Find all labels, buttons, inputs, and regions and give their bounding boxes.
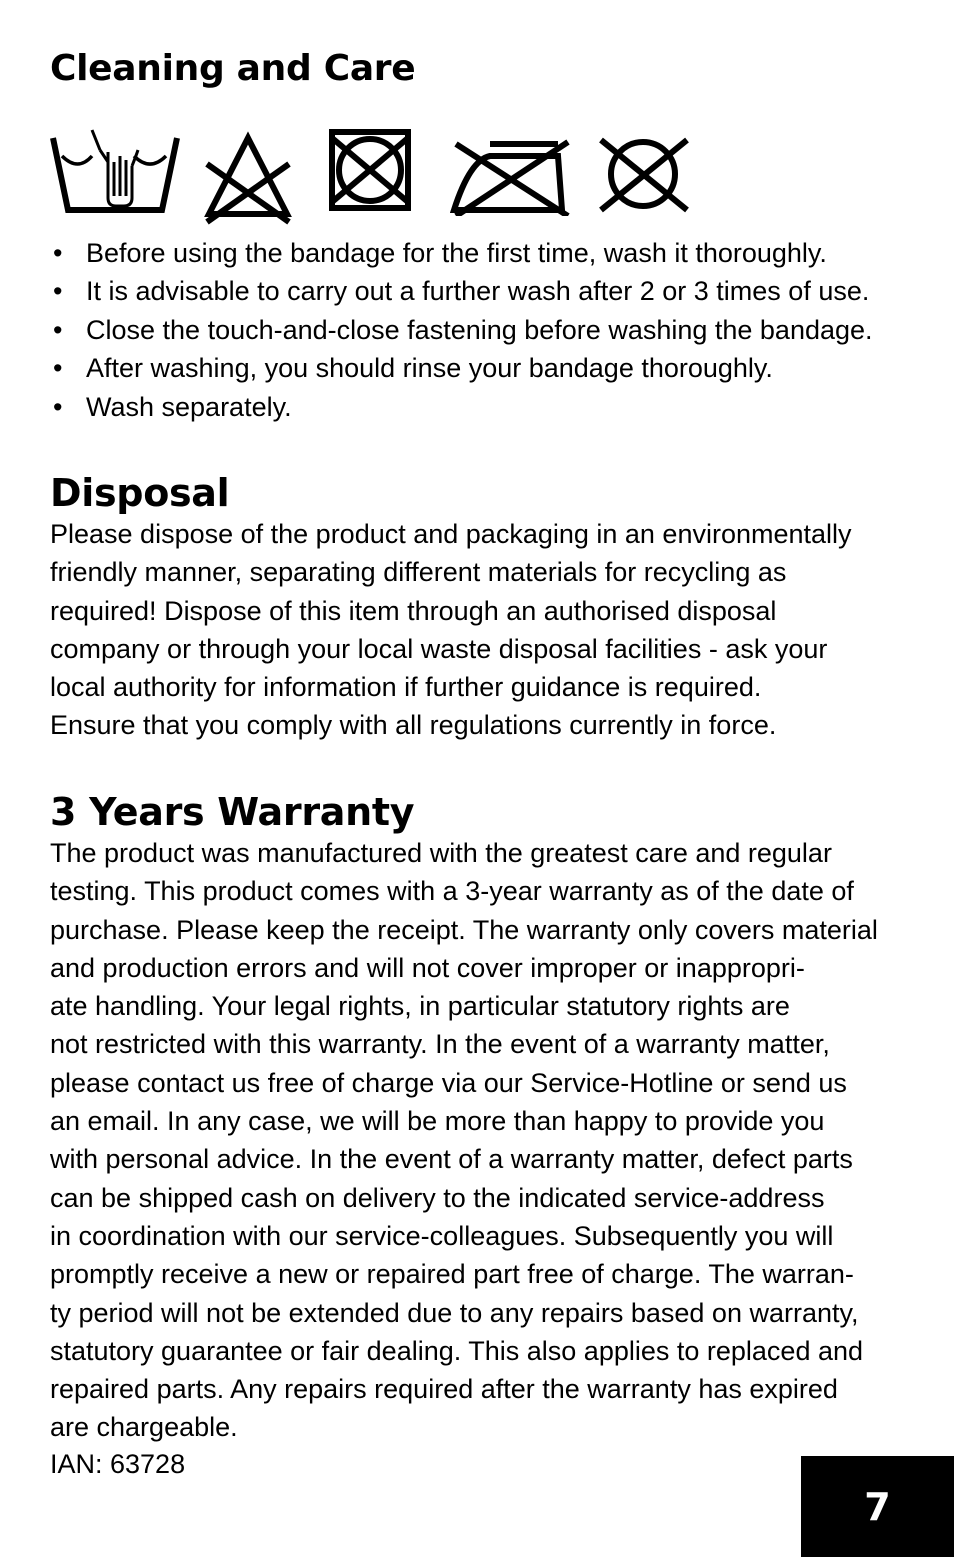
text-line: with personal advice. In the event of a warranty matter, defect parts — [50, 1144, 853, 1175]
text-line: please contact us free of charge via our Service-Hotline or send us — [50, 1067, 847, 1098]
care-symbols — [50, 126, 750, 228]
text-line: and production errors and will not cover improper or inappropri- — [50, 952, 805, 983]
text-line: purchase. Please keep the receipt. The warranty only covers material — [50, 914, 878, 945]
text-line: promptly receive a new or repaired part free of charge. The warran- — [50, 1259, 854, 1290]
disposal-title: Disposal — [50, 471, 230, 515]
list-item: • After washing, you should rinse your bandage thoroughly. — [50, 349, 930, 387]
text-line: in coordination with our service-colleagues. Subsequently you will — [50, 1220, 834, 1251]
warranty-text — [50, 834, 878, 1447]
text-line: Please dispose of the product and packaging in an environmentally — [50, 519, 852, 549]
text-line: required! Dispose of this item through an authorised disposal — [50, 595, 777, 626]
text-line: ate handling. Your legal rights, in particular statutory rights are — [50, 991, 790, 1022]
disposal-text — [50, 515, 852, 745]
text-line: are chargeable. — [50, 1412, 238, 1443]
text-line: The product was manufactured with the greatest care and regular — [50, 838, 832, 868]
cleaning-title: Cleaning and Care — [50, 48, 416, 89]
list-item: • Close the touch-and-close fastening before washing the bandage. — [50, 311, 930, 349]
list-item: • It is advisable to carry out a further wash after 2 or 3 times of use. — [50, 272, 930, 310]
do-not-tumble-dry-icon — [327, 126, 417, 216]
hand-wash-icon — [50, 126, 180, 216]
care-instructions-list — [50, 234, 930, 426]
text-line: repaired parts. Any repairs required after the warranty has expired — [50, 1374, 838, 1405]
do-not-dry-clean-icon — [597, 126, 692, 216]
text-line: can be shipped cash on delivery to the indicated service-address — [50, 1182, 825, 1213]
text-line: not restricted with this warranty. In the event of a warranty matter, — [50, 1029, 830, 1060]
warranty-title: 3 Years Warranty — [50, 790, 415, 834]
text-line: local authority for information if further guidance is required. — [50, 672, 762, 703]
ian-number: IAN: 63728 — [50, 1449, 186, 1479]
text-line: friendly manner, separating different materials for recycling as — [50, 557, 787, 588]
text-line: ty period will not be extended due to any repairs based on warranty, — [50, 1297, 859, 1328]
text-line: statutory guarantee or fair dealing. This also applies to replaced and — [50, 1335, 864, 1366]
text-line: testing. This product comes with a 3-year warranty as of the date of — [50, 876, 854, 907]
list-item: • Wash separately. — [50, 388, 930, 426]
list-item: • Before using the bandage for the first time, wash it thoroughly. — [50, 234, 930, 272]
text-line: Ensure that you comply with all regulations currently in force. — [50, 710, 777, 741]
text-line: an email. In any case, we will be more than happy to provide you — [50, 1106, 825, 1137]
page-number: 7 — [801, 1456, 954, 1557]
text-line: company or through your local waste disposal facilities - ask your — [50, 633, 828, 664]
do-not-bleach-icon — [203, 126, 293, 226]
do-not-iron-icon — [450, 126, 575, 216]
